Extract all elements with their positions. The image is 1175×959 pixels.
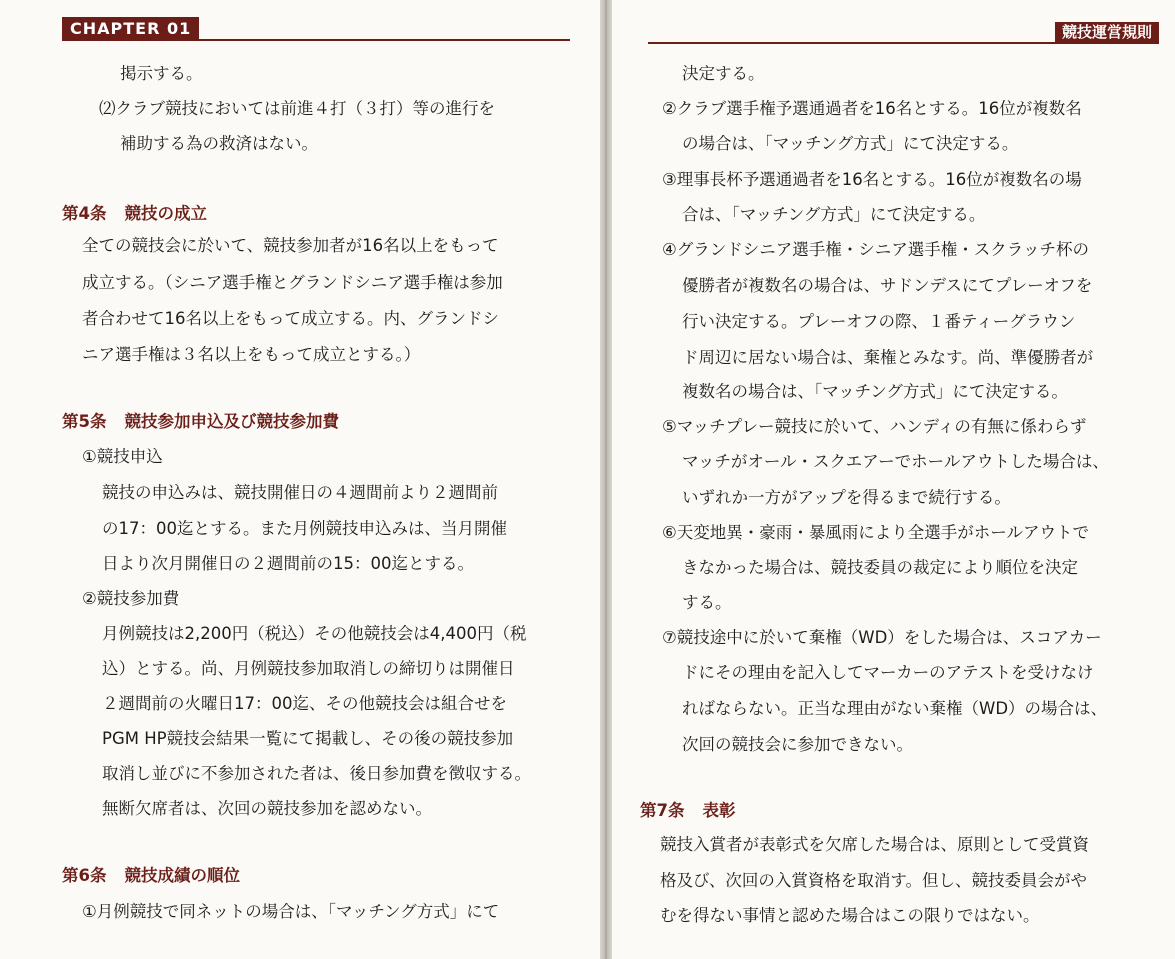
text-line: ⑦競技途中に於いて棄権（WD）をした場合は、スコアカー <box>662 628 1102 647</box>
text-line: ２週間前の火曜日17：00迄、その他競技会は組合せを <box>102 694 507 713</box>
article-heading-5 <box>62 412 339 432</box>
text-line: 補助する為の救済はない。 <box>120 134 318 153</box>
text-line: ②クラブ選手権予選通過者を16名とする。16位が複数名 <box>662 99 1082 118</box>
article-heading-4 <box>62 204 207 224</box>
text-line: 行い決定する。プレーオフの際、１番ティーグラウン <box>682 312 1076 331</box>
text-line: 日より次月開催日の２週間前の15：00迄とする。 <box>102 554 474 573</box>
text-line: ド周辺に居ない場合は、棄権とみなす。尚、準優勝者が <box>682 348 1094 367</box>
text-line: 月例競技は2,200円（税込）その他競技会は4,400円（税 <box>102 624 527 643</box>
text-line: きなかった場合は、競技委員の裁定により順位を決定 <box>682 558 1078 577</box>
text-line: 取消し並びに不参加された者は、後日参加費を徴収する。 <box>102 764 531 783</box>
text-line: 合は、「マッチング方式」にて決定する。 <box>682 205 986 224</box>
text-line: ①月例競技で同ネットの場合は、「マッチング方式」にて <box>82 902 500 921</box>
article-number: 第7条 <box>640 801 685 820</box>
text-line: ればならない。正当な理由がない棄権（WD）の場合は、 <box>682 699 1108 718</box>
text-line: ⑵クラブ競技においては前進４打（３打）等の進行を <box>99 99 495 118</box>
section-label: 競技運営規則 <box>1055 22 1159 43</box>
article-title: 競技参加申込及び競技参加費 <box>124 412 339 431</box>
article-title: 表彰 <box>702 801 736 820</box>
text-line: 込）とする。尚、月例競技参加取消しの締切りは開催日 <box>102 659 515 678</box>
article-number: 第6条 <box>62 866 107 885</box>
text-line: の場合は、「マッチング方式」にて決定する。 <box>682 134 1019 153</box>
text-line: 格及び、次回の入賞資格を取消す。但し、競技委員会がや <box>660 871 1088 890</box>
article-number: 第5条 <box>62 412 107 431</box>
book-gutter <box>600 0 612 959</box>
text-line: 競技入賞者が表彰式を欠席した場合は、原則として受賞資 <box>660 835 1089 854</box>
text-line: ニア選手権は３名以上をもって成立とする。） <box>82 345 421 364</box>
text-line: 全ての競技会に於いて、競技参加者が16名以上をもって <box>82 236 499 255</box>
right-page <box>612 0 1175 959</box>
text-line: 成立する。（シニア選手権とグランドシニア選手権は参加 <box>82 273 503 292</box>
text-line: 競技の申込みは、競技開催日の４週間前より２週間前 <box>102 483 498 502</box>
text-line: ③理事長杯予選通過者を16名とする。16位が複数名の場 <box>662 170 1082 189</box>
text-line: ⑤マッチプレー競技に於いて、ハンディの有無に係わらず <box>662 417 1087 436</box>
article-number: 第4条 <box>62 204 107 223</box>
article-heading-6 <box>62 866 240 886</box>
text-line: 優勝者が複数名の場合は、サドンデスにてプレーオフを <box>682 276 1093 295</box>
text-line: の17：00迄とする。また月例競技申込みは、当月開催 <box>102 519 507 538</box>
text-line: マッチがオール・スクエアーでホールアウトした場合は、 <box>682 452 1109 471</box>
text-line: する。 <box>682 593 732 612</box>
chapter-rule <box>62 39 570 41</box>
text-line: 次回の競技会に参加できない。 <box>682 735 913 754</box>
text-line: 無断欠席者は、次回の競技参加を認めない。 <box>102 799 432 818</box>
text-line: いずれか一方がアップを得るまで続行する。 <box>682 488 1011 507</box>
text-line: ④グランドシニア選手権・シニア選手権・スクラッチ杯の <box>662 240 1089 259</box>
text-line: 複数名の場合は、「マッチング方式」にて決定する。 <box>682 382 1068 401</box>
text-line: PGM HP競技会結果一覧にて掲載し、その後の競技参加 <box>102 729 514 748</box>
article-heading-7 <box>640 801 735 821</box>
text-line: 掲示する。 <box>120 64 203 83</box>
text-line: ⑥天変地異・豪雨・暴風雨により全選手がホールアウトで <box>662 523 1089 542</box>
text-line: 決定する。 <box>682 64 765 83</box>
text-line: ドにその理由を記入してマーカーのアテストを受けなけ <box>682 663 1094 682</box>
sub-heading: ②競技参加費 <box>82 589 180 608</box>
text-line: むを得ない事情と認めた場合はこの限りではない。 <box>660 906 1040 925</box>
chapter-label: CHAPTER 01 <box>62 17 199 40</box>
sub-heading: ①競技申込 <box>82 447 163 466</box>
article-title: 競技の成立 <box>124 204 207 223</box>
text-line: 者合わせて16名以上をもって成立する。内、グランドシ <box>82 309 499 328</box>
article-title: 競技成績の順位 <box>124 866 240 885</box>
